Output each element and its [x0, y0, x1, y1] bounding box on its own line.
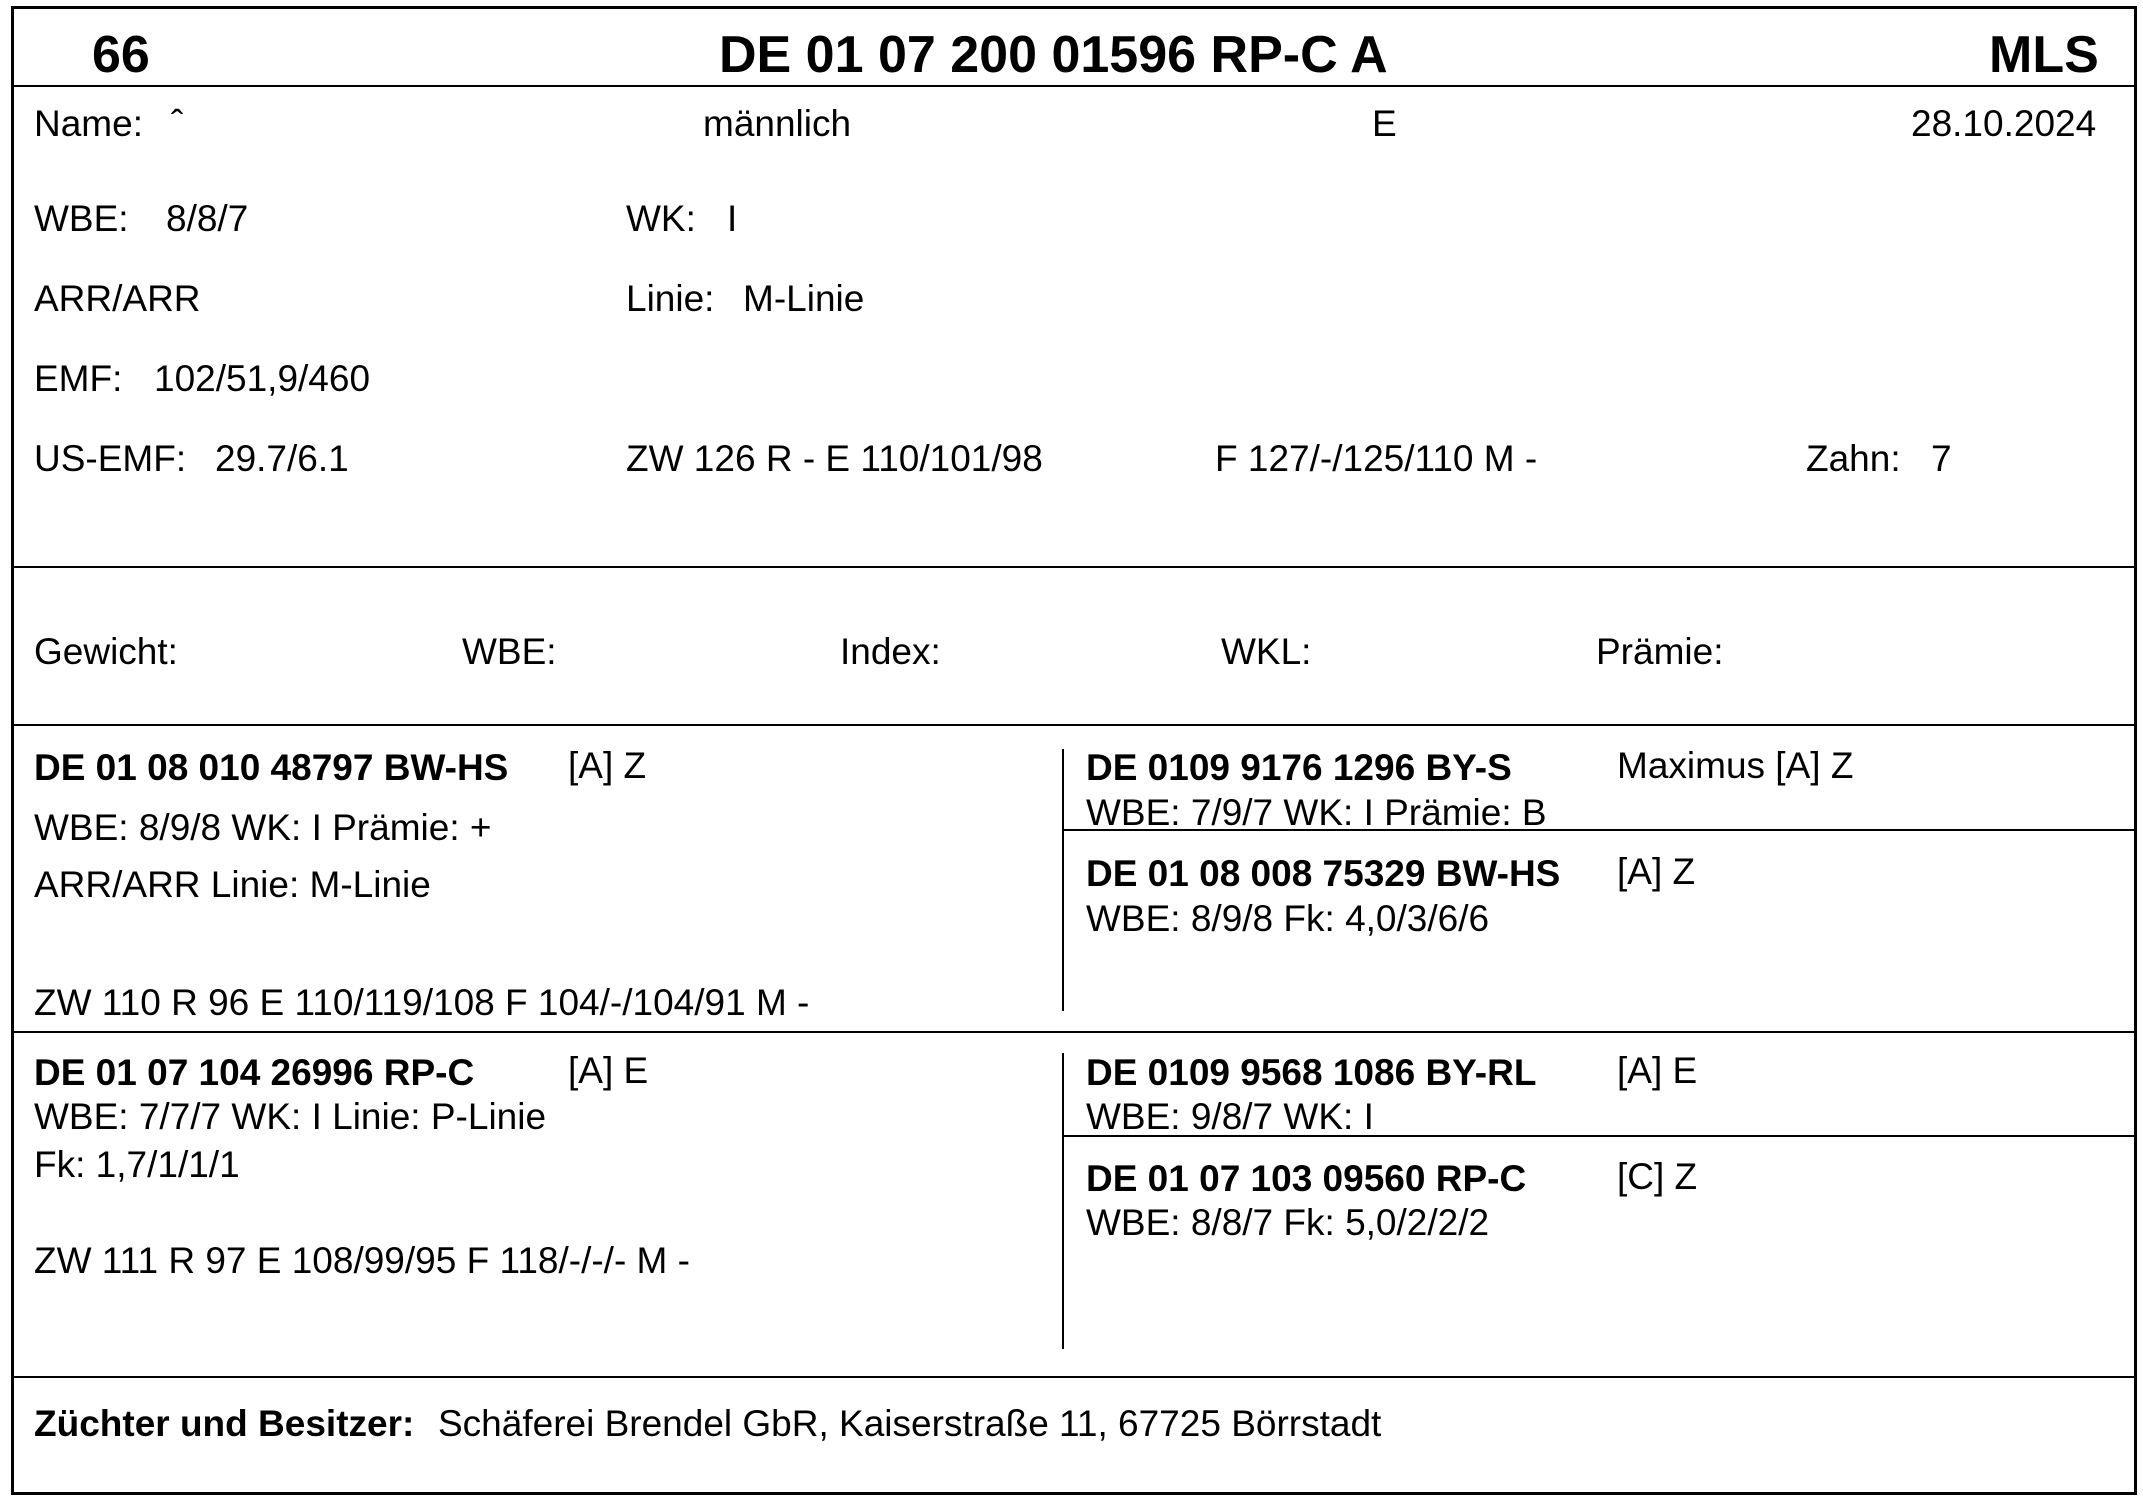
praemie-label: Prämie: — [1596, 631, 1724, 672]
sire-sire-tag: Maximus [A] Z — [1617, 745, 1854, 786]
sire-tag: [A] Z — [568, 745, 647, 786]
zahn-value: 7 — [1931, 438, 1952, 479]
wk-label: WK: — [626, 198, 696, 239]
emf-value: 102/51,9/460 — [154, 358, 371, 399]
divider — [1062, 1135, 2134, 1137]
wk-value: I — [727, 198, 738, 239]
sire-id: DE 01 08 010 48797 BW-HS — [34, 747, 509, 788]
dam-id: DE 01 07 104 26996 RP-C — [34, 1052, 475, 1093]
breeder-label: Züchter und Besitzer: — [34, 1403, 415, 1444]
dam-tag: [A] E — [568, 1050, 649, 1091]
breeder-value: Schäferei Brendel GbR, Kaiserstraße 11, 67725 Börrstadt — [438, 1403, 1382, 1444]
dam-line3: ZW 111 R 97 E 108/99/95 F 118/-/-/- M - — [34, 1240, 690, 1281]
dam-line1: WBE: 7/7/7 WK: I Linie: P-Linie — [34, 1096, 547, 1137]
sire-line2: ARR/ARR Linie: M-Linie — [34, 864, 431, 905]
sire-sire-id: DE 0109 9176 1296 BY-S — [1086, 747, 1512, 788]
dam-dam-tag: [C] Z — [1617, 1156, 1698, 1197]
sire-line3: ZW 110 R 96 E 110/119/108 F 104/-/104/91 M - — [34, 982, 810, 1023]
index-label: Index: — [840, 631, 941, 672]
gewicht-label: Gewicht: — [34, 631, 178, 672]
divider — [14, 85, 2134, 87]
sire-dam-tag: [A] Z — [1617, 851, 1696, 892]
emf-label: EMF: — [34, 358, 123, 399]
usemf-label: US-EMF: — [34, 438, 187, 479]
arr-genotype: ARR/ARR — [34, 278, 201, 319]
sex: männlich — [703, 103, 852, 144]
dam-sire-line1: WBE: 9/8/7 WK: I — [1086, 1096, 1374, 1137]
wkl-label: WKL: — [1221, 631, 1312, 672]
sire-dam-line1: WBE: 8/9/8 Fk: 4,0/3/6/6 — [1086, 898, 1490, 939]
wbe-label: WBE: — [34, 198, 129, 239]
linie-label: Linie: — [626, 278, 715, 319]
zahn-label: Zahn: — [1806, 438, 1901, 479]
sire-dam-id: DE 01 08 008 75329 BW-HS — [1086, 853, 1561, 894]
column-divider — [1062, 749, 1064, 1011]
divider — [1062, 829, 2134, 831]
divider — [14, 1031, 2134, 1033]
linie-value: M-Linie — [743, 278, 865, 319]
divider — [14, 566, 2134, 568]
class: E — [1372, 103, 1397, 144]
date: 28.10.2024 — [1911, 103, 2097, 144]
name-label: Name: — [34, 103, 143, 144]
rating-wbe-label: WBE: — [462, 631, 557, 672]
usemf-value: 29.7/6.1 — [215, 438, 349, 479]
breed-code: MLS — [1989, 26, 2099, 84]
name-value: ˆ — [171, 103, 184, 144]
dam-dam-line1: WBE: 8/8/7 Fk: 5,0/2/2/2 — [1086, 1202, 1490, 1243]
catalog-number: 66 — [92, 26, 150, 84]
dam-sire-tag: [A] E — [1617, 1050, 1698, 1091]
divider — [14, 1376, 2134, 1378]
dam-sire-id: DE 0109 9568 1086 BY-RL — [1086, 1052, 1537, 1093]
dam-dam-id: DE 01 07 103 09560 RP-C — [1086, 1158, 1527, 1199]
f-values: F 127/-/125/110 M - — [1215, 438, 1538, 479]
animal-id: DE 01 07 200 01596 RP-C A — [719, 26, 1388, 84]
column-divider — [1062, 1053, 1064, 1349]
sire-line1: WBE: 8/9/8 WK: I Prämie: + — [34, 807, 492, 848]
sire-sire-line1: WBE: 7/9/7 WK: I Prämie: B — [1086, 792, 1547, 833]
divider — [14, 724, 2134, 726]
dam-line2: Fk: 1,7/1/1/1 — [34, 1144, 240, 1185]
zw-values: ZW 126 R - E 110/101/98 — [626, 438, 1043, 479]
pedigree-card — [11, 6, 2137, 1495]
wbe-value: 8/8/7 — [166, 198, 249, 239]
